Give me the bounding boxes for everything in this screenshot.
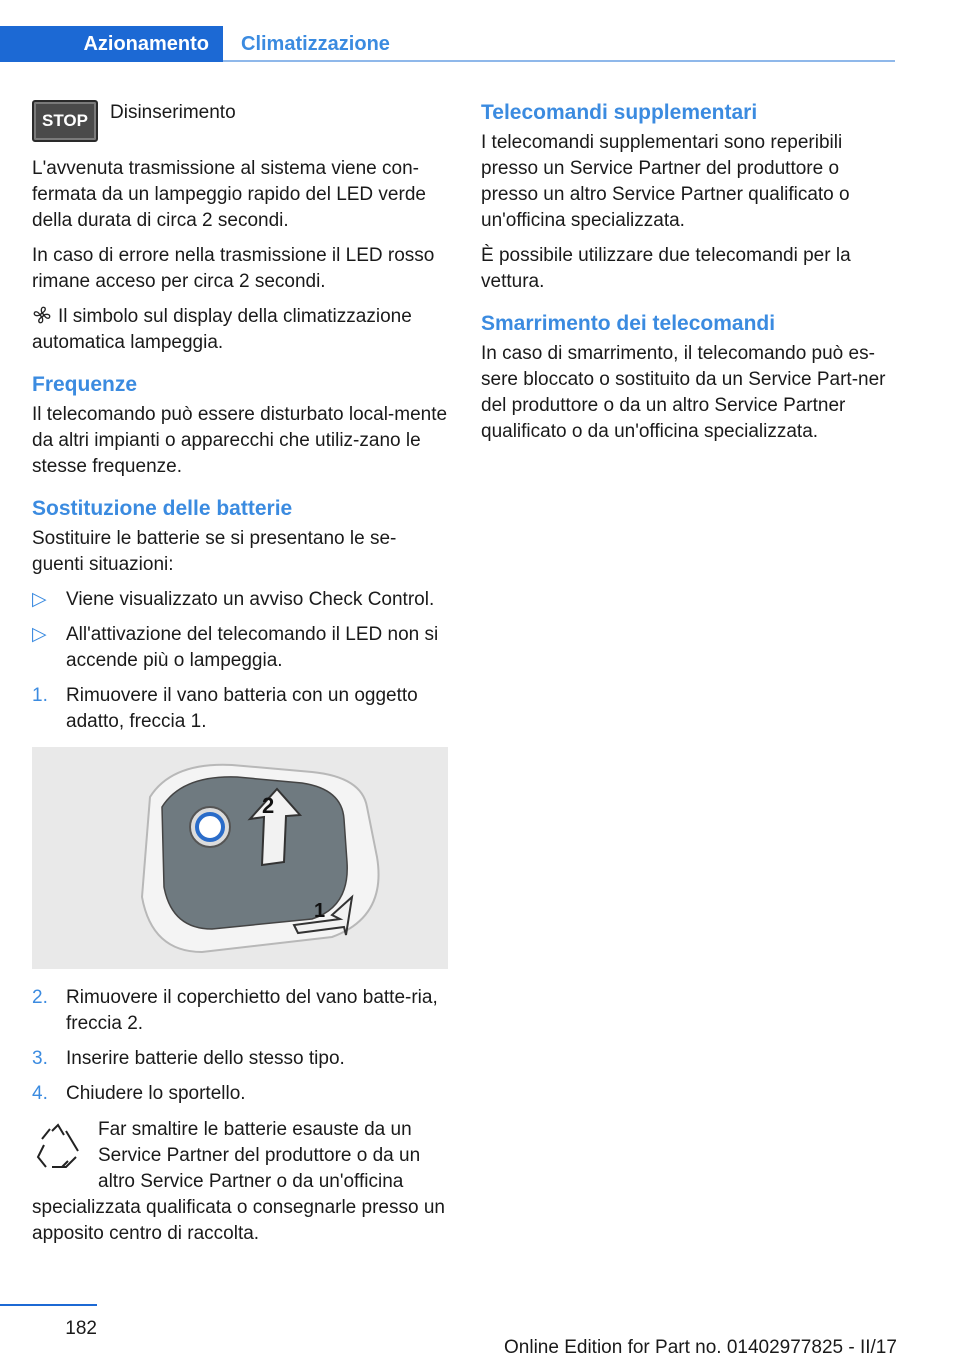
fan-icon	[32, 305, 52, 325]
heading-frequenze: Frequenze	[32, 373, 138, 396]
step-text: Inserire batterie dello stesso tipo.	[66, 1048, 345, 1069]
stop-label: Disinserimento	[110, 102, 236, 123]
step-number: 4.	[32, 1083, 48, 1104]
recycle-text: Far smaltire le batterie esauste da un Service Partner del produttore o da un altro Service Partner o da un'officina specializzata qualificata o consegnarle presso un apposito centro di raccolta.	[32, 1119, 445, 1244]
step-text: Chiudere lo sportello.	[66, 1083, 246, 1104]
heading-sostituzione: Sostituzione delle batterie	[32, 497, 293, 520]
list-item-text: All'attivazione del telecomando il LED non si accende più o lampeggia.	[66, 624, 439, 671]
arrow-2-label: 2	[262, 793, 275, 818]
transmission-confirmation: L'avvenuta trasmissione al sistema viene con-fermata da un lampeggio rapido del LED verde della durata di circa 2 secondi.	[32, 158, 426, 231]
smarrimento-text: In caso di smarrimento, il telecomando può es-sere bloccato o sostituito da un Service Part-ner del produttore o da un altro Service Partner qualificato o da un'officina specializzata.	[481, 343, 886, 442]
header-tabs	[0, 26, 895, 62]
step-number: 3.	[32, 1048, 48, 1069]
triangle-bullet-icon: ▷	[32, 624, 47, 645]
page-number-rule	[0, 1304, 97, 1306]
key-battery-figure	[32, 747, 448, 969]
transmission-error: In caso di errore nella trasmissione il LED rosso rimane acceso per circa 2 secondi.	[32, 245, 435, 292]
step-item	[32, 683, 448, 735]
arrow-1-label: 1	[314, 900, 326, 922]
list-item	[32, 622, 448, 674]
tab-divider	[223, 60, 895, 62]
step-text: Rimuovere il vano batteria con un oggetto adatto, freccia 1.	[66, 685, 418, 732]
list-item-text: Viene visualizzato un avviso Check Control.	[66, 589, 435, 610]
sostituzione-intro: Sostituire le batterie se si presentano le se-guenti situazioni:	[32, 528, 397, 575]
stop-row	[32, 100, 448, 142]
step-text: Rimuovere il coperchietto del vano batte-ria, freccia 2.	[66, 987, 438, 1034]
step-number: 1.	[32, 685, 48, 706]
frequenze-text: Il telecomando può essere disturbato local-mente da altri impianti o apparecchi che utiliz-zano le stesse frequenze.	[32, 404, 448, 477]
tab-azionamento[interactable]: Azionamento	[0, 26, 223, 62]
stop-icon: STOP	[32, 100, 98, 142]
supplementari-text: I telecomandi supplementari sono reperibili presso un Service Partner del produttore o presso un altro Service Partner qualificato o un'officina specializzata.	[481, 132, 850, 231]
heading-supplementari: Telecomandi supplementari	[481, 101, 758, 124]
fan-symbol-text: Il simbolo sul display della climatizzazione automatica lampeggia.	[32, 306, 412, 353]
condition-list	[32, 587, 448, 735]
step-list	[32, 985, 448, 1107]
page-number: 182	[65, 1318, 97, 1339]
tab-climatizzazione[interactable]: Climatizzazione	[241, 32, 390, 55]
list-item	[32, 587, 448, 613]
triangle-bullet-icon: ▷	[32, 589, 47, 610]
footer-edition: Online Edition for Part no. 01402977825 - II/17	[504, 1337, 897, 1358]
step-number: 2.	[32, 987, 48, 1008]
fan-symbol-paragraph	[32, 304, 448, 356]
step-item	[32, 1081, 448, 1107]
recycle-note	[32, 1117, 448, 1247]
key-illustration	[32, 747, 448, 969]
right-column	[481, 100, 897, 454]
step-item	[32, 985, 448, 1037]
two-remotes-text: È possibile utilizzare due telecomandi per la vettura.	[481, 245, 851, 292]
heading-smarrimento: Smarrimento dei telecomandi	[481, 312, 776, 335]
recycle-icon	[32, 1121, 84, 1173]
left-column	[32, 100, 448, 1247]
step-item	[32, 1046, 448, 1072]
